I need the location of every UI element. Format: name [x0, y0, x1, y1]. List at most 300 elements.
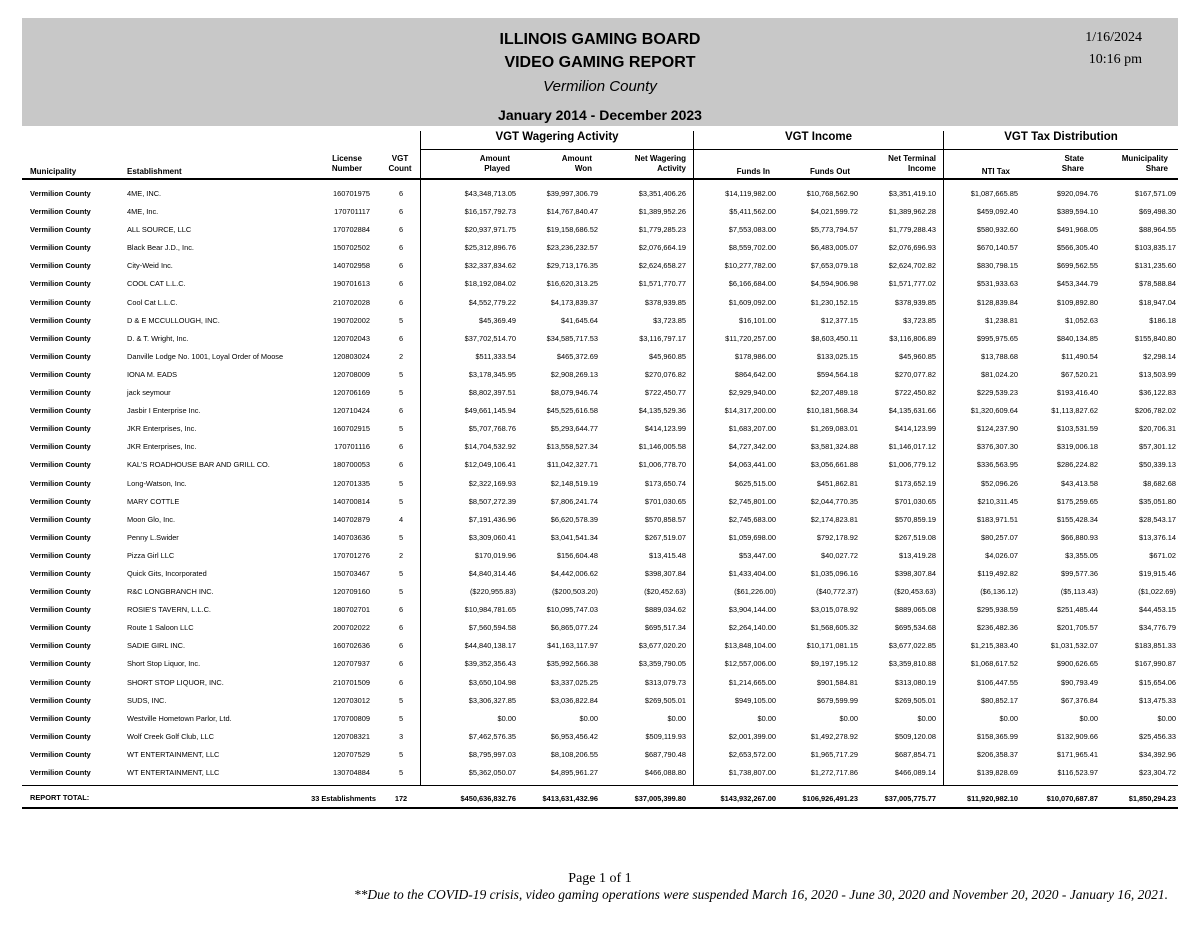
- cell-amount-won: $41,163,117.97: [547, 641, 598, 651]
- cell-amount-played: $14,704,532.92: [464, 442, 516, 452]
- cell-funds-out: $1,965,717.29: [810, 749, 858, 759]
- cell-municipality: Vermilion County: [30, 713, 91, 723]
- cell-license: 120703012: [333, 695, 370, 705]
- cell-nti-tax: $995,975.65: [976, 333, 1018, 343]
- cell-municipality: Vermilion County: [30, 550, 91, 560]
- cell-funds-out: $4,021,599.72: [810, 207, 858, 217]
- cell-net-terminal: $3,116,806.89: [889, 333, 936, 343]
- cell-municipality-share: $18,947.04: [1139, 297, 1176, 307]
- cell-municipality-share: $23,304.72: [1139, 768, 1176, 777]
- cell-municipality: Vermilion County: [30, 388, 91, 398]
- cell-funds-in: $4,727,342.00: [728, 442, 776, 452]
- cell-net-terminal: $4,135,631.66: [888, 406, 936, 416]
- cell-funds-in: $4,063,441.00: [728, 460, 776, 470]
- cell-establishment: JKR Enterprises, Inc.: [127, 424, 197, 434]
- cell-municipality: Vermilion County: [30, 279, 91, 289]
- header-rule: [22, 178, 1178, 180]
- total-nti-tax: $11,920,982.10: [967, 794, 1018, 803]
- cell-amount-played: $170,019.96: [474, 550, 516, 560]
- cell-municipality-share: $155,840.80: [1134, 333, 1176, 343]
- cell-amount-won: $11,042,327.71: [547, 460, 598, 470]
- cell-amount-played: $0.00: [497, 713, 516, 723]
- cell-license: 120702043: [333, 333, 370, 343]
- cell-amount-won: $41,645.64: [561, 315, 598, 325]
- cell-amount-played: $7,560,594.58: [468, 623, 516, 633]
- cell-amount-played: $3,309,060.41: [468, 532, 516, 542]
- cell-net-terminal: $269,505.01: [894, 695, 936, 705]
- cell-municipality: Vermilion County: [30, 605, 91, 615]
- cell-license: 120708009: [333, 369, 370, 379]
- cell-state-share: $1,113,827.62: [1051, 406, 1098, 416]
- cell-vgt-count: 5: [398, 424, 404, 434]
- cell-license: 180700053: [333, 460, 370, 470]
- cell-establishment: R&C LONGBRANCH INC.: [127, 587, 214, 597]
- cell-amount-won: $5,293,644.77: [550, 424, 598, 434]
- cell-amount-won: $6,865,077.24: [550, 623, 598, 633]
- cell-license: 120709160: [333, 587, 370, 597]
- cell-funds-in: $1,433,404.00: [728, 568, 776, 578]
- cell-vgt-count: 6: [398, 641, 404, 651]
- cell-net-wagering: $1,571,770.77: [638, 279, 686, 289]
- cell-net-wagering: $2,076,664.19: [638, 243, 686, 253]
- cell-net-terminal: $1,006,779.12: [888, 460, 936, 470]
- cell-state-share: $67,520.21: [1061, 369, 1098, 379]
- cell-funds-out: $6,483,005.07: [810, 243, 858, 253]
- cell-funds-out: $2,207,489.18: [810, 388, 858, 398]
- cell-net-terminal: $701,030.65: [894, 496, 936, 506]
- cell-amount-won: $6,620,578.39: [550, 514, 598, 524]
- cell-state-share: $171,965.41: [1056, 749, 1098, 759]
- cell-establishment: WT ENTERTAINMENT, LLC: [127, 749, 220, 759]
- cell-amount-played: $32,337,834.62: [464, 261, 516, 271]
- cell-net-terminal: $267,519.08: [894, 532, 936, 542]
- cell-nti-tax: $376,307.30: [976, 442, 1018, 452]
- cell-vgt-count: 5: [398, 496, 404, 506]
- cell-nti-tax: $830,798.15: [976, 261, 1018, 271]
- cell-establishment: Westville Hometown Parlor, Ltd.: [127, 713, 232, 723]
- cell-amount-played: $10,984,781.65: [464, 605, 516, 615]
- cell-nti-tax: $229,539.23: [976, 388, 1018, 398]
- cell-amount-won: $13,558,527.34: [546, 442, 598, 452]
- cell-vgt-count: 6: [398, 261, 404, 271]
- table-row: [22, 528, 1178, 546]
- cell-amount-won: $35,992,566.38: [546, 659, 598, 669]
- cell-municipality: Vermilion County: [30, 189, 91, 198]
- cell-amount-won: $45,525,616.58: [546, 406, 598, 416]
- cell-amount-played: $511,333.54: [475, 351, 516, 361]
- cell-municipality-share: ($1,022.69): [1138, 587, 1176, 597]
- cell-nti-tax: $210,311.45: [977, 496, 1018, 506]
- table-row: [22, 238, 1178, 256]
- cell-municipality: Vermilion County: [30, 478, 91, 488]
- cell-amount-played: $12,049,106.41: [464, 460, 516, 470]
- cell-establishment: KAL'S ROADHOUSE BAR AND GRILL CO.: [127, 460, 270, 470]
- cell-municipality-share: $50,339.13: [1139, 460, 1176, 470]
- cell-municipality: Vermilion County: [30, 641, 91, 651]
- cell-net-wagering: $173,650.74: [644, 478, 686, 488]
- cell-amount-played: $39,352,356.43: [464, 659, 516, 669]
- cell-net-wagering: $3,723.85: [653, 315, 686, 325]
- cell-vgt-count: 3: [398, 731, 404, 741]
- cell-municipality: Vermilion County: [30, 315, 91, 325]
- cell-vgt-count: 5: [398, 568, 404, 578]
- cell-vgt-count: 5: [398, 587, 404, 597]
- cell-license: 160701975: [333, 189, 370, 198]
- total-rule-top: [22, 785, 1178, 786]
- cell-municipality: Vermilion County: [30, 659, 91, 669]
- total-funds-in: $143,932,267.00: [720, 794, 776, 803]
- cell-amount-played: ($220,955.83): [469, 587, 516, 597]
- cell-establishment: Quick Gits, Incorporated: [127, 568, 207, 578]
- cell-amount-won: $29,713,176.35: [546, 261, 598, 271]
- cell-municipality-share: $36,122.83: [1139, 388, 1176, 398]
- cell-vgt-count: 6: [398, 623, 404, 633]
- cell-net-wagering: $267,519.07: [644, 532, 686, 542]
- total-establishments: 33 Establishments: [311, 794, 376, 803]
- cell-establishment: ALL SOURCE, LLC: [127, 225, 192, 235]
- cell-municipality: Vermilion County: [30, 225, 91, 235]
- cell-establishment: SADIE GIRL INC.: [127, 641, 186, 651]
- cell-net-terminal: $313,080.19: [894, 677, 936, 687]
- cell-establishment: MARY COTTLE: [127, 496, 180, 506]
- cell-vgt-count: 5: [398, 369, 404, 379]
- cell-municipality: Vermilion County: [30, 297, 91, 307]
- cell-municipality-share: $167,571.09: [1134, 189, 1176, 198]
- table-row: [22, 600, 1178, 618]
- cell-nti-tax: $459,092.40: [976, 207, 1018, 217]
- cell-license: 120707529: [333, 749, 370, 759]
- cell-establishment: jack seymour: [127, 388, 171, 398]
- table-row: [22, 546, 1178, 564]
- cell-vgt-count: 5: [398, 749, 404, 759]
- cell-municipality-share: $34,776.79: [1139, 623, 1176, 633]
- cell-amount-won: $3,041,541.34: [550, 532, 598, 542]
- cell-license: 210702028: [333, 297, 370, 307]
- cell-state-share: $251,485.44: [1056, 605, 1098, 615]
- cell-vgt-count: 6: [398, 460, 404, 470]
- cell-net-wagering: $1,779,285.23: [638, 225, 686, 235]
- cell-net-terminal: $378,939.85: [894, 297, 936, 307]
- cell-funds-in: $2,653,572.00: [728, 749, 776, 759]
- total-net-terminal: $37,005,775.77: [884, 794, 936, 803]
- cell-amount-won: $14,767,840.47: [546, 207, 598, 217]
- col-municipality-share: Municipality Share: [1121, 154, 1168, 173]
- cell-establishment: Black Bear J.D., Inc.: [127, 243, 194, 253]
- cell-municipality-share: $78,588.84: [1139, 279, 1176, 289]
- cell-funds-out: $3,581,324.88: [810, 442, 858, 452]
- total-vgt: 172: [394, 794, 408, 803]
- cell-license: 160702915: [333, 424, 370, 434]
- cell-funds-out: $901,584.81: [816, 677, 858, 687]
- col-state-share: State Share: [1061, 154, 1084, 173]
- col-amount-played: Amount Played: [479, 154, 510, 173]
- cell-funds-in: $2,929,940.00: [728, 388, 776, 398]
- cell-municipality-share: $34,392.96: [1139, 749, 1176, 759]
- cell-funds-out: $8,603,450.11: [811, 333, 858, 343]
- col-municipality: Municipality: [30, 167, 77, 176]
- cell-municipality: Vermilion County: [30, 731, 91, 741]
- cell-amount-won: $7,806,241.74: [550, 496, 598, 506]
- cell-license: 210701509: [333, 677, 370, 687]
- cell-state-share: $566,305.40: [1056, 243, 1098, 253]
- cell-net-wagering: $509,119.93: [645, 731, 686, 741]
- cell-amount-played: $37,702,514.70: [464, 333, 516, 343]
- total-label: REPORT TOTAL:: [30, 793, 90, 802]
- cell-state-share: $699,562.55: [1056, 261, 1098, 271]
- cell-amount-won: $2,148,519.19: [550, 478, 598, 488]
- cell-net-wagering: $466,088.80: [644, 768, 686, 777]
- cell-funds-out: $10,181,568.34: [806, 406, 858, 416]
- cell-state-share: $1,052.63: [1065, 315, 1098, 325]
- cell-state-share: $286,224.82: [1056, 460, 1098, 470]
- cell-municipality-share: $88,964.55: [1139, 225, 1176, 235]
- cell-net-terminal: $3,677,022.85: [888, 641, 936, 651]
- cell-nti-tax: $80,257.07: [981, 532, 1018, 542]
- cell-nti-tax: $1,087,665.85: [970, 189, 1018, 198]
- cell-establishment: Cool Cat L.L.C.: [127, 297, 178, 307]
- cell-municipality: Vermilion County: [30, 514, 91, 524]
- cell-nti-tax: $1,215,383.40: [970, 641, 1018, 651]
- cell-municipality: Vermilion County: [30, 749, 91, 759]
- cell-municipality-share: $19,915.46: [1139, 568, 1176, 578]
- cell-vgt-count: 5: [398, 713, 404, 723]
- total-rule-bottom: [22, 807, 1178, 809]
- cell-funds-in: $949,105.00: [734, 695, 776, 705]
- cell-vgt-count: 6: [398, 225, 404, 235]
- cell-net-wagering: $1,389,952.26: [638, 207, 686, 217]
- cell-vgt-count: 4: [398, 514, 404, 524]
- table-row: [22, 691, 1178, 709]
- cell-amount-played: $4,840,314.46: [468, 568, 516, 578]
- cell-license: 170701276: [333, 550, 370, 560]
- cell-funds-in: $2,264,140.00: [728, 623, 776, 633]
- cell-municipality-share: $25,456.33: [1139, 731, 1176, 741]
- group-tax: VGT Tax Distribution: [944, 131, 1178, 150]
- cell-funds-out: $5,773,794.57: [810, 225, 858, 235]
- cell-funds-in: $10,277,782.00: [724, 261, 776, 271]
- cell-state-share: $66,880.93: [1061, 532, 1098, 542]
- cell-funds-out: $1,269,083.01: [810, 424, 858, 434]
- cell-net-terminal: $0.00: [917, 713, 936, 723]
- cell-license: 190701613: [333, 279, 370, 289]
- cell-amount-played: $18,192,084.02: [464, 279, 516, 289]
- cell-funds-out: ($40,772.37): [816, 587, 858, 597]
- cell-license: 180702701: [333, 605, 370, 615]
- cell-nti-tax: $119,492.82: [977, 568, 1018, 578]
- cell-establishment: SUDS, INC.: [127, 695, 167, 705]
- cell-municipality-share: $15,654.06: [1139, 677, 1176, 687]
- cell-funds-out: $40,027.72: [821, 550, 858, 560]
- cell-municipality: Vermilion County: [30, 568, 91, 578]
- cell-funds-out: $1,035,096.16: [810, 568, 858, 578]
- table-row: [22, 474, 1178, 492]
- cell-amount-won: $8,108,206.55: [550, 749, 598, 759]
- cell-state-share: $1,031,532.07: [1050, 641, 1098, 651]
- cell-net-wagering: $313,079.73: [644, 677, 686, 687]
- cell-establishment: Wolf Creek Golf Club, LLC: [127, 731, 214, 741]
- report-time: 10:16 pm: [1088, 52, 1142, 67]
- cell-net-wagering: $889,034.62: [644, 605, 686, 615]
- cell-nti-tax: $0.00: [999, 713, 1018, 723]
- board-title: ILLINOIS GAMING BOARD: [499, 31, 701, 48]
- cell-establishment: City-Weid Inc.: [127, 261, 173, 271]
- cell-establishment: 4ME, Inc.: [127, 207, 159, 217]
- cell-funds-in: $14,317,200.00: [724, 406, 776, 416]
- cell-establishment: Long-Watson, Inc.: [127, 478, 187, 488]
- total-funds-out: $106,926,491.23: [802, 794, 858, 803]
- cell-funds-in: $12,557,006.00: [724, 659, 776, 669]
- cell-funds-in: $5,411,562.00: [729, 207, 776, 217]
- cell-funds-in: $7,553,083.00: [728, 225, 776, 235]
- cell-license: 140702879: [333, 514, 370, 524]
- cell-funds-out: $451,862.81: [816, 478, 858, 488]
- cell-net-terminal: $13,419.28: [899, 550, 936, 560]
- cell-net-wagering: $269,505.01: [644, 695, 686, 705]
- cell-amount-played: $5,362,050.07: [468, 768, 516, 777]
- cell-establishment: COOL CAT L.L.C.: [127, 279, 186, 289]
- data-rows: [22, 184, 1178, 781]
- cell-funds-in: $2,745,801.00: [728, 496, 776, 506]
- col-funds-out: Funds Out: [810, 167, 850, 176]
- county-title: Vermilion County: [543, 78, 657, 95]
- cell-net-wagering: $398,307.84: [644, 568, 686, 578]
- total-net-wagering: $37,005,399.80: [634, 794, 686, 803]
- cell-vgt-count: 5: [398, 532, 404, 542]
- cell-net-terminal: $1,146,017.12: [888, 442, 936, 452]
- table-row: [22, 347, 1178, 365]
- report-total-row: [22, 790, 1178, 806]
- col-license: License Number: [331, 154, 363, 173]
- cell-state-share: $116,523.97: [1057, 768, 1098, 777]
- cell-net-terminal: ($20,453.63): [894, 587, 936, 597]
- cell-net-wagering: $0.00: [667, 713, 686, 723]
- cell-municipality: Vermilion County: [30, 207, 91, 217]
- cell-funds-out: $594,564.18: [816, 369, 858, 379]
- report-date: 1/16/2024: [1085, 30, 1142, 45]
- cell-municipality: Vermilion County: [30, 406, 91, 416]
- cell-funds-out: $792,178.92: [816, 532, 858, 542]
- cell-municipality-share: $69,498.30: [1139, 207, 1176, 217]
- cell-establishment: SHORT STOP LIQUOR, INC.: [127, 677, 224, 687]
- cell-nti-tax: $580,932.60: [976, 225, 1018, 235]
- cell-amount-won: $4,895,961.27: [550, 768, 598, 777]
- cell-municipality-share: $44,453.15: [1139, 605, 1176, 615]
- cell-municipality-share: $20,706.31: [1139, 424, 1176, 434]
- cell-funds-in: $1,683,207.00: [728, 424, 776, 434]
- cell-funds-out: $0.00: [839, 713, 858, 723]
- cell-funds-in: $1,059,698.00: [728, 532, 776, 542]
- table-row: [22, 510, 1178, 528]
- cell-establishment: Pizza Girl LLC: [127, 550, 175, 560]
- cell-establishment: Short Stop Liquor, Inc.: [127, 659, 201, 669]
- cell-net-wagering: $1,146,005.58: [638, 442, 686, 452]
- cell-vgt-count: 6: [398, 406, 404, 416]
- cell-establishment: D & E MCCULLOUGH, INC.: [127, 315, 220, 325]
- cell-vgt-count: 6: [398, 279, 404, 289]
- cell-net-terminal: $687,854.71: [894, 749, 936, 759]
- cell-amount-won: $3,337,025.25: [550, 677, 598, 687]
- cell-vgt-count: 5: [398, 478, 404, 488]
- cell-amount-played: $16,157,792.73: [464, 207, 516, 217]
- cell-municipality-share: $2,298.14: [1143, 351, 1176, 361]
- cell-municipality-share: $131,235.60: [1134, 261, 1176, 271]
- cell-amount-played: $7,191,436.96: [468, 514, 516, 524]
- cell-amount-played: $3,650,104.98: [468, 677, 516, 687]
- cell-amount-played: $45,369.49: [479, 315, 516, 325]
- cell-nti-tax: $295,938.59: [976, 605, 1018, 615]
- cell-funds-out: $1,272,717.86: [810, 768, 858, 777]
- cell-vgt-count: 6: [398, 297, 404, 307]
- cell-net-terminal: $2,624,702.82: [888, 261, 936, 271]
- cell-municipality: Vermilion County: [30, 369, 91, 379]
- cell-amount-won: $465,372.69: [556, 351, 598, 361]
- total-state-share: $10,070,687.87: [1046, 794, 1098, 803]
- cell-state-share: $491,968.05: [1056, 225, 1098, 235]
- cell-net-wagering: $3,359,790.05: [638, 659, 686, 669]
- cell-funds-out: $9,197,195.12: [810, 659, 858, 669]
- cell-establishment: Route 1 Saloon LLC: [127, 623, 194, 633]
- col-nti-tax: NTI Tax: [981, 167, 1010, 176]
- cell-nti-tax: $183,971.51: [976, 514, 1018, 524]
- cell-amount-played: $4,552,779.22: [468, 297, 516, 307]
- cell-state-share: $11,490.54: [1061, 351, 1098, 361]
- col-funds-in: Funds In: [736, 167, 770, 176]
- cell-net-wagering: $701,030.65: [644, 496, 686, 506]
- cell-municipality-share: $8,682.68: [1143, 478, 1176, 488]
- cell-amount-played: $3,306,327.85: [468, 695, 516, 705]
- cell-net-wagering: $3,351,406.26: [638, 189, 686, 198]
- cell-municipality-share: $35,051.80: [1139, 496, 1176, 506]
- cell-municipality: Vermilion County: [30, 677, 91, 687]
- cell-amount-won: $4,173,839.37: [550, 297, 598, 307]
- table-row: [22, 311, 1178, 329]
- cell-establishment: WT ENTERTAINMENT, LLC: [127, 768, 220, 777]
- cell-net-terminal: $3,723.85: [903, 315, 936, 325]
- cell-license: 120707937: [333, 659, 370, 669]
- cell-nti-tax: $4,026.07: [985, 550, 1018, 560]
- cell-net-terminal: $509,120.08: [894, 731, 936, 741]
- cell-license: 120803024: [333, 351, 370, 361]
- cell-amount-won: $6,953,456.42: [550, 731, 598, 741]
- cell-funds-out: $7,653,079.18: [810, 261, 858, 271]
- cell-municipality-share: $183,851.33: [1134, 641, 1176, 651]
- cell-municipality: Vermilion County: [30, 532, 91, 542]
- cell-municipality-share: $186.18: [1149, 315, 1176, 325]
- cell-establishment: JKR Enterprises, Inc.: [127, 442, 197, 452]
- cell-vgt-count: 5: [398, 695, 404, 705]
- cell-vgt-count: 6: [398, 243, 404, 253]
- cell-amount-played: $43,348,713.05: [464, 189, 516, 198]
- cell-municipality-share: $671.02: [1149, 550, 1176, 560]
- cell-net-terminal: $722,450.82: [894, 388, 936, 398]
- cell-license: 150703467: [333, 568, 370, 578]
- cell-license: 120701335: [333, 478, 370, 488]
- cell-license: 170701117: [334, 207, 370, 217]
- table-row: [22, 365, 1178, 383]
- cell-amount-won: $16,620,313.25: [546, 279, 598, 289]
- cell-funds-in: $14,119,982.00: [725, 189, 776, 198]
- table-row: [22, 745, 1178, 763]
- table-row: [22, 293, 1178, 311]
- cell-vgt-count: 5: [398, 315, 404, 325]
- cell-state-share: $920,094.76: [1056, 189, 1098, 198]
- cell-state-share: $43,413.58: [1061, 478, 1098, 488]
- cell-establishment: D. & T. Wright, Inc.: [127, 333, 189, 343]
- cell-net-terminal: $1,389,962.28: [888, 207, 936, 217]
- cell-municipality-share: $206,782.02: [1134, 406, 1176, 416]
- cell-funds-in: $6,166,684.00: [728, 279, 776, 289]
- table-row: [22, 763, 1178, 781]
